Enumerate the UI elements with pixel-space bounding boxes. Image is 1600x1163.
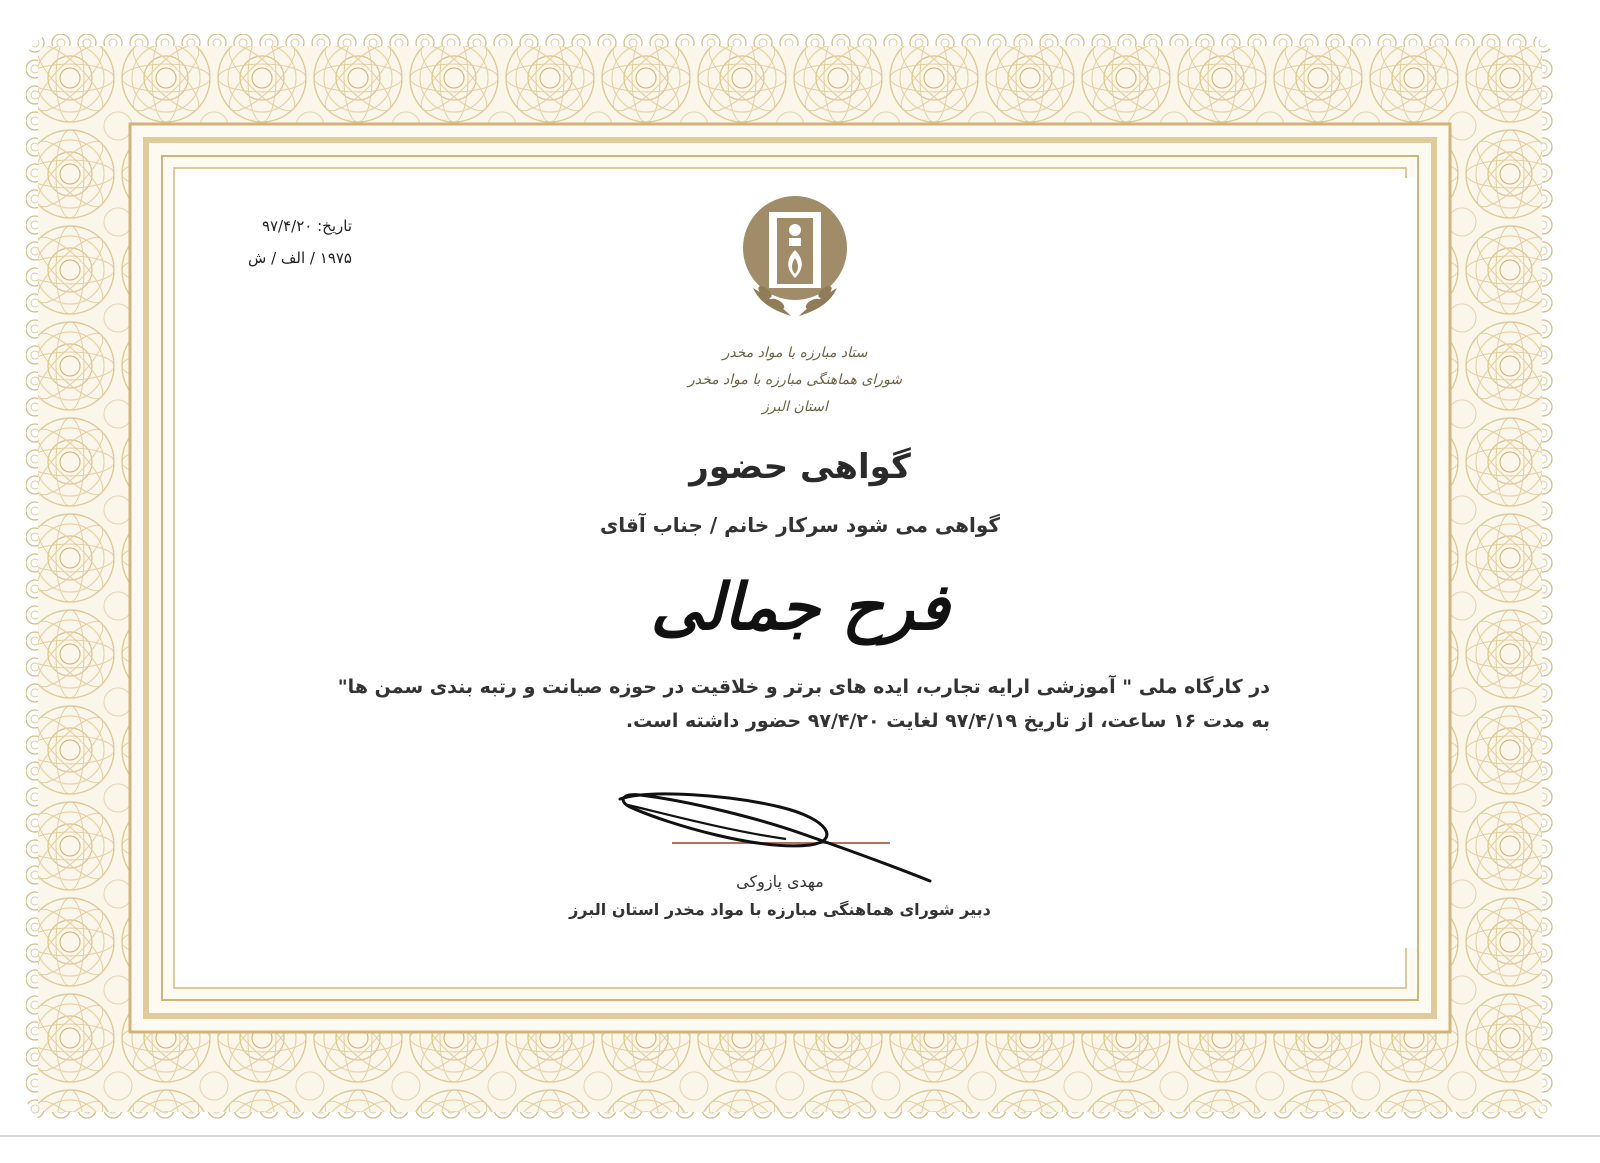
recipient-name: فرح جمالی xyxy=(650,570,950,645)
signer-name: مهدی پازوکی xyxy=(736,872,824,891)
body-line-2: به مدت ۱۶ ساعت، از تاریخ ۹۷/۴/۱۹ لغایت ۹۷/۴/۲۰ حضور داشته است. xyxy=(625,710,1270,732)
certificate-title: گواهی حضور xyxy=(689,447,911,487)
certificate-body xyxy=(320,670,1270,738)
signer-role: دبیر شورای هماهنگی مبارزه با مواد مخدر استان البرز xyxy=(569,900,991,919)
date-line: تاریخ: ۹۷/۴/۲۰ xyxy=(261,217,352,235)
org-line-3: استان البرز xyxy=(762,399,828,415)
reference-block xyxy=(222,210,352,274)
scan-edge-line xyxy=(0,1135,1600,1137)
organization-emblem xyxy=(735,188,855,338)
organization-name xyxy=(640,340,950,421)
body-line-1: در کارگاه ملی " آموزشی ارایه تجارب، ایده های برتر و خلاقیت در حوزه صیانت و رتبه بندی سمن ها" xyxy=(337,676,1270,698)
org-line-1: ستاد مبارزه با مواد مخدر xyxy=(722,345,868,361)
certificate-subtitle: گواهی می شود سرکار خانم / جناب آقای xyxy=(599,513,1001,537)
reference-number: ۱۹۷۵ / الف / ش xyxy=(248,249,352,267)
org-line-2: شورای هماهنگی مبارزه با مواد مخدر xyxy=(687,372,903,388)
